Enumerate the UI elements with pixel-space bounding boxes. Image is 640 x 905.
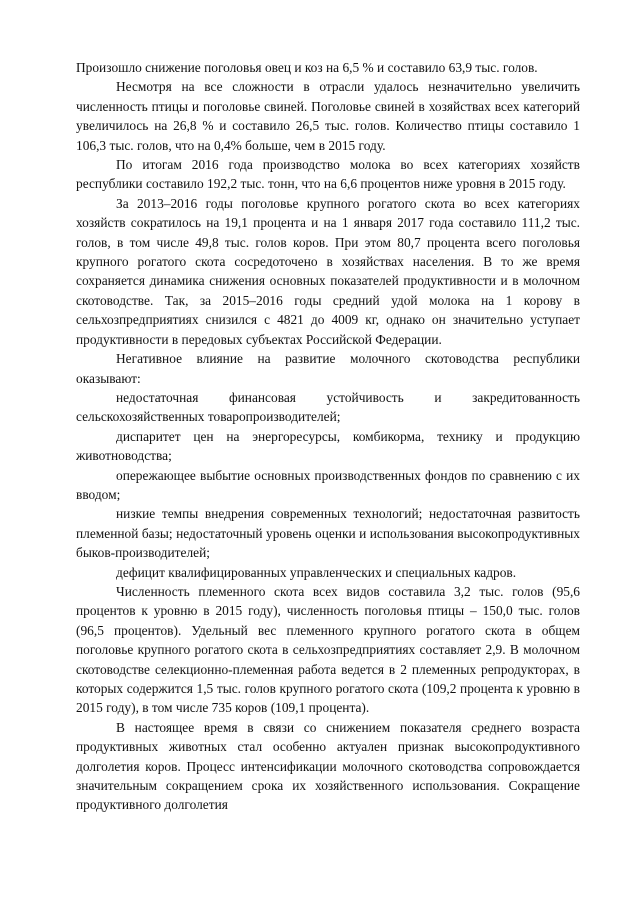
paragraph-cattle-livestock: За 2013–2016 годы поголовье крупного рогатого скота во всех категориях хозяйств сократилось на 19,1 процента и на 1 января 2017 года составило 111,2 тыс. голов, в том числе 49,8 тыс. голов коров. При этом 80,7 процента всего поголовья крупного рогатого скота сосредоточено в хозяйствах населения. В то же время сохраняется динамика снижения основных показателей продуктивности и в молочном скотоводстве. Так, за 2015–2016 годы средний удой молока на 1 корову в сельхозпредприятиях снизился с 4821 до 4009 кг, однако он значительно уступает продуктивности в передовых субъектах Российской Федерации. (76, 195, 580, 347)
list-item-fixed-assets: опережающее выбытие основных производственных фондов по сравнению с их вводом; (76, 467, 580, 502)
list-item-financial-stability: недостаточная финансовая устойчивость и закредитованность сельскохозяйственных товаропроизводителей; (76, 389, 580, 425)
paragraph-milk-production: По итогам 2016 года производство молока во всех категориях хозяйств республики составило 192,2 тыс. тонн, что на 6,6 процентов ниже уровня в 2015 году. (76, 157, 580, 192)
paragraph-sheep-goats: Произошло снижение поголовья овец и коз на 6,5 % и составило 63,9 тыс. голов. (76, 60, 538, 75)
list-item-staff-shortage: дефицит квалифицированных управленческих и специальных кадров. (116, 564, 517, 580)
document-page (76, 58, 580, 815)
list-item-price-disparity: диспаритет цен на энергоресурсы, комбикорма, технику и продукцию животноводства; (76, 428, 580, 464)
paragraph-longevity: В настоящее время в связи со снижением показателя среднего возраста продуктивных животных стал особенно актуален признак высокопродуктивного долголетия коров. Процесс интенсификации молочного скотоводства сопровождается значительным сокращением срока их хозяйственного использования. Сокращение продуктивного долголетия (76, 719, 580, 813)
paragraph-poultry-pigs: Несмотря на все сложности в отрасли удалось незначительно увеличить численность птицы и поголовье свиней. Поголовье свиней в хозяйствах всех категорий увеличилось на 26,8 % и составило 26,5 тыс. голов. Количество птицы составило 1 106,3 тыс. голов, что на 0,4% больше, чем в 2015 году. (76, 79, 580, 153)
paragraph-breeding-stock: Численность племенного скота всех видов составила 3,2 тыс. голов (95,6 процентов к уровню в 2015 году), численность поголовья птицы – 150,0 тыс. голов (96,5 процентов). Удельный вес племенного крупного рогатого скота в общем поголовье крупного рогатого скота в сельхозпредприятиях составляет 2,9. В молочном скотоводстве селекционно-племенная работа ведется в 2 племенных репродукторах, в которых содержится 1,5 тыс. голов крупного рогатого скота (109,2 процента к уровню в 2015 году), в том числе 735 коров (109,1 процента). (76, 583, 580, 716)
paragraph-negative-factors-intro: Негативное влияние на развитие молочного скотоводства республики оказывают: (76, 351, 580, 386)
list-item-technologies: низкие темпы внедрения современных технологий; недостаточная развитость племенной базы; недостаточный уровень оценки и использования высокопродуктивных быков-производителей; (76, 506, 580, 561)
